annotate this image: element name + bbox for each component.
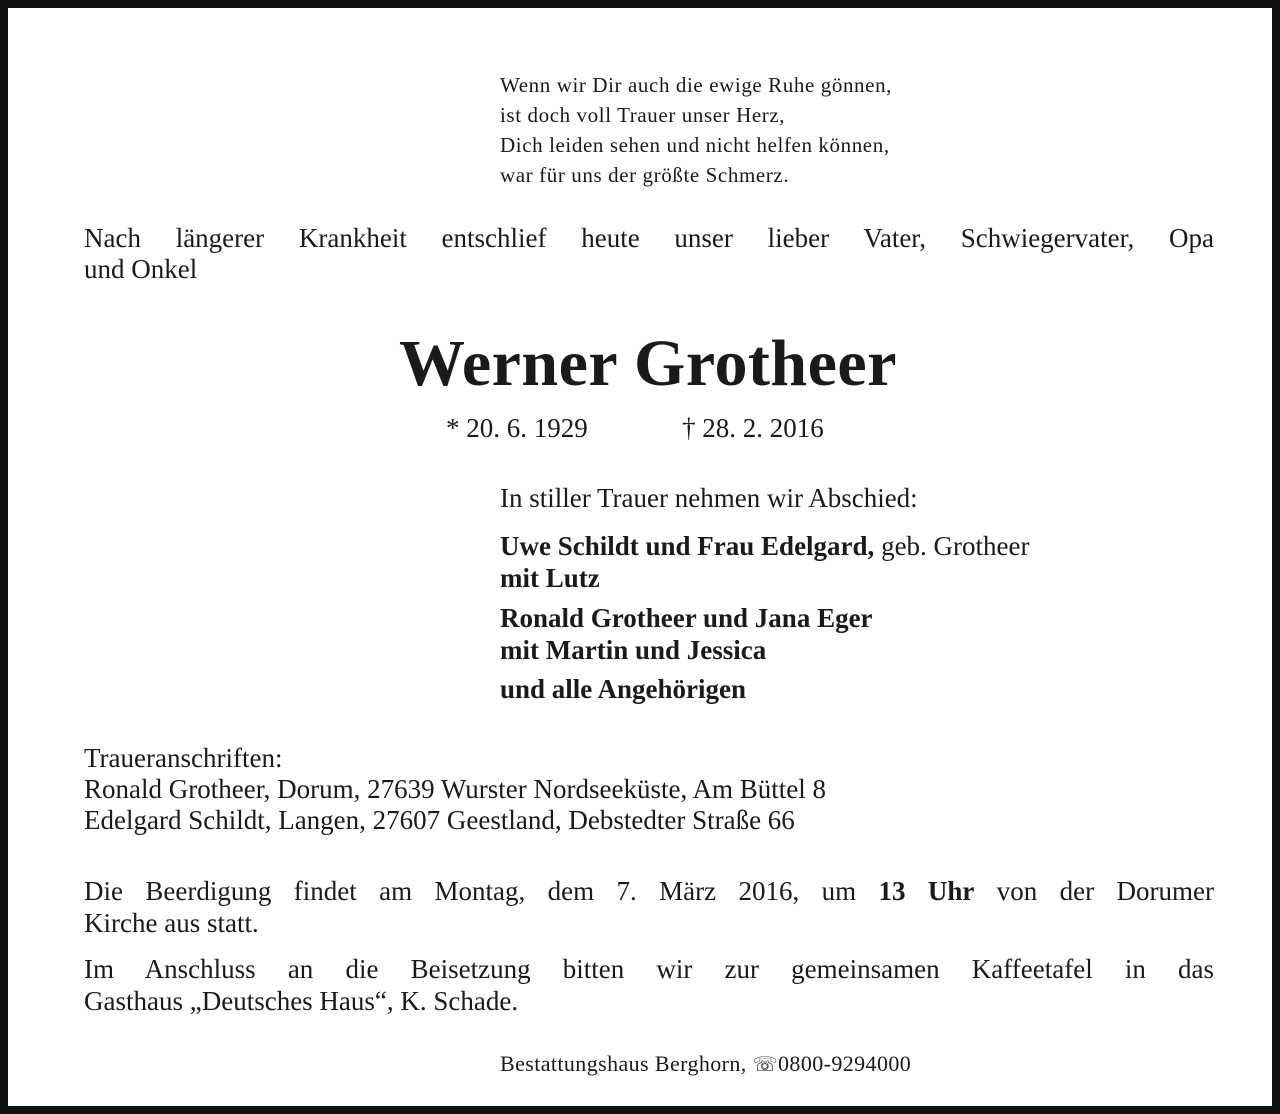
coffee-line: Im Anschluss an die Beisetzung bitten wir zur gemeinsamen Kaffeetafel in das <box>84 954 1214 984</box>
undertaker-contact <box>500 1050 911 1078</box>
family-entry: Ronald Grotheer und Jana Eger <box>500 603 873 633</box>
poem-line: ist doch voll Trauer unser Herz, <box>500 103 786 127</box>
coffee-invitation <box>84 953 1214 1017</box>
mourners-intro: In stiller Trauer nehmen wir Abschied: <box>500 483 918 513</box>
family-entry-line: mit Lutz <box>500 563 600 593</box>
announcement-line: Nach längerer Krankheit entschlief heute unser lieber Vater, Schwiegervater, Opa <box>84 223 1214 253</box>
funeral-text: Die Beerdigung findet am Montag, dem 7. März 2016, um <box>84 876 879 906</box>
all-relatives: und alle Angehörigen <box>500 674 747 704</box>
condolence-addresses <box>84 743 826 836</box>
poem-line: Dich leiden sehen und nicht helfen können, <box>500 133 890 157</box>
death-date: † 28. 2. 2016 <box>682 413 824 443</box>
poem-line: Wenn wir Dir auch die ewige Ruhe gönnen, <box>500 73 893 97</box>
death-announcement <box>84 223 1214 285</box>
funeral-info <box>84 875 1214 939</box>
family-name: Uwe Schildt und Frau Edelgard, <box>500 531 875 561</box>
phone-icon: ☏ <box>752 1052 779 1076</box>
family-entry <box>500 530 1030 562</box>
address-line: Ronald Grotheer, Dorum, 27639 Wurster Nordseeküste, Am Büttel 8 <box>84 774 826 804</box>
coffee-line: Gasthaus „Deutsches Haus“, K. Schade. <box>84 986 519 1016</box>
deceased-name: Werner Grotheer <box>398 327 898 400</box>
undertaker-name: Bestattungshaus Berghorn, <box>500 1051 747 1076</box>
birth-date: * 20. 6. 1929 <box>446 413 588 443</box>
family-entry-line: mit Martin und Jessica <box>500 635 767 665</box>
addresses-heading: Traueranschriften: <box>84 743 283 773</box>
funeral-time: 13 Uhr <box>878 876 975 906</box>
funeral-line <box>84 875 1214 907</box>
funeral-line: Kirche aus statt. <box>84 908 259 938</box>
memorial-poem <box>500 70 892 190</box>
announcement-line: und Onkel <box>84 254 198 284</box>
phone-number: 0800-9294000 <box>778 1051 912 1076</box>
poem-line: war für uns der größte Schmerz. <box>500 163 790 187</box>
address-line: Edelgard Schildt, Langen, 27607 Geestland, Debstedter Straße 66 <box>84 805 795 835</box>
funeral-text: von der Dorumer <box>974 876 1214 906</box>
maiden-name: geb. Grotheer <box>874 531 1030 561</box>
